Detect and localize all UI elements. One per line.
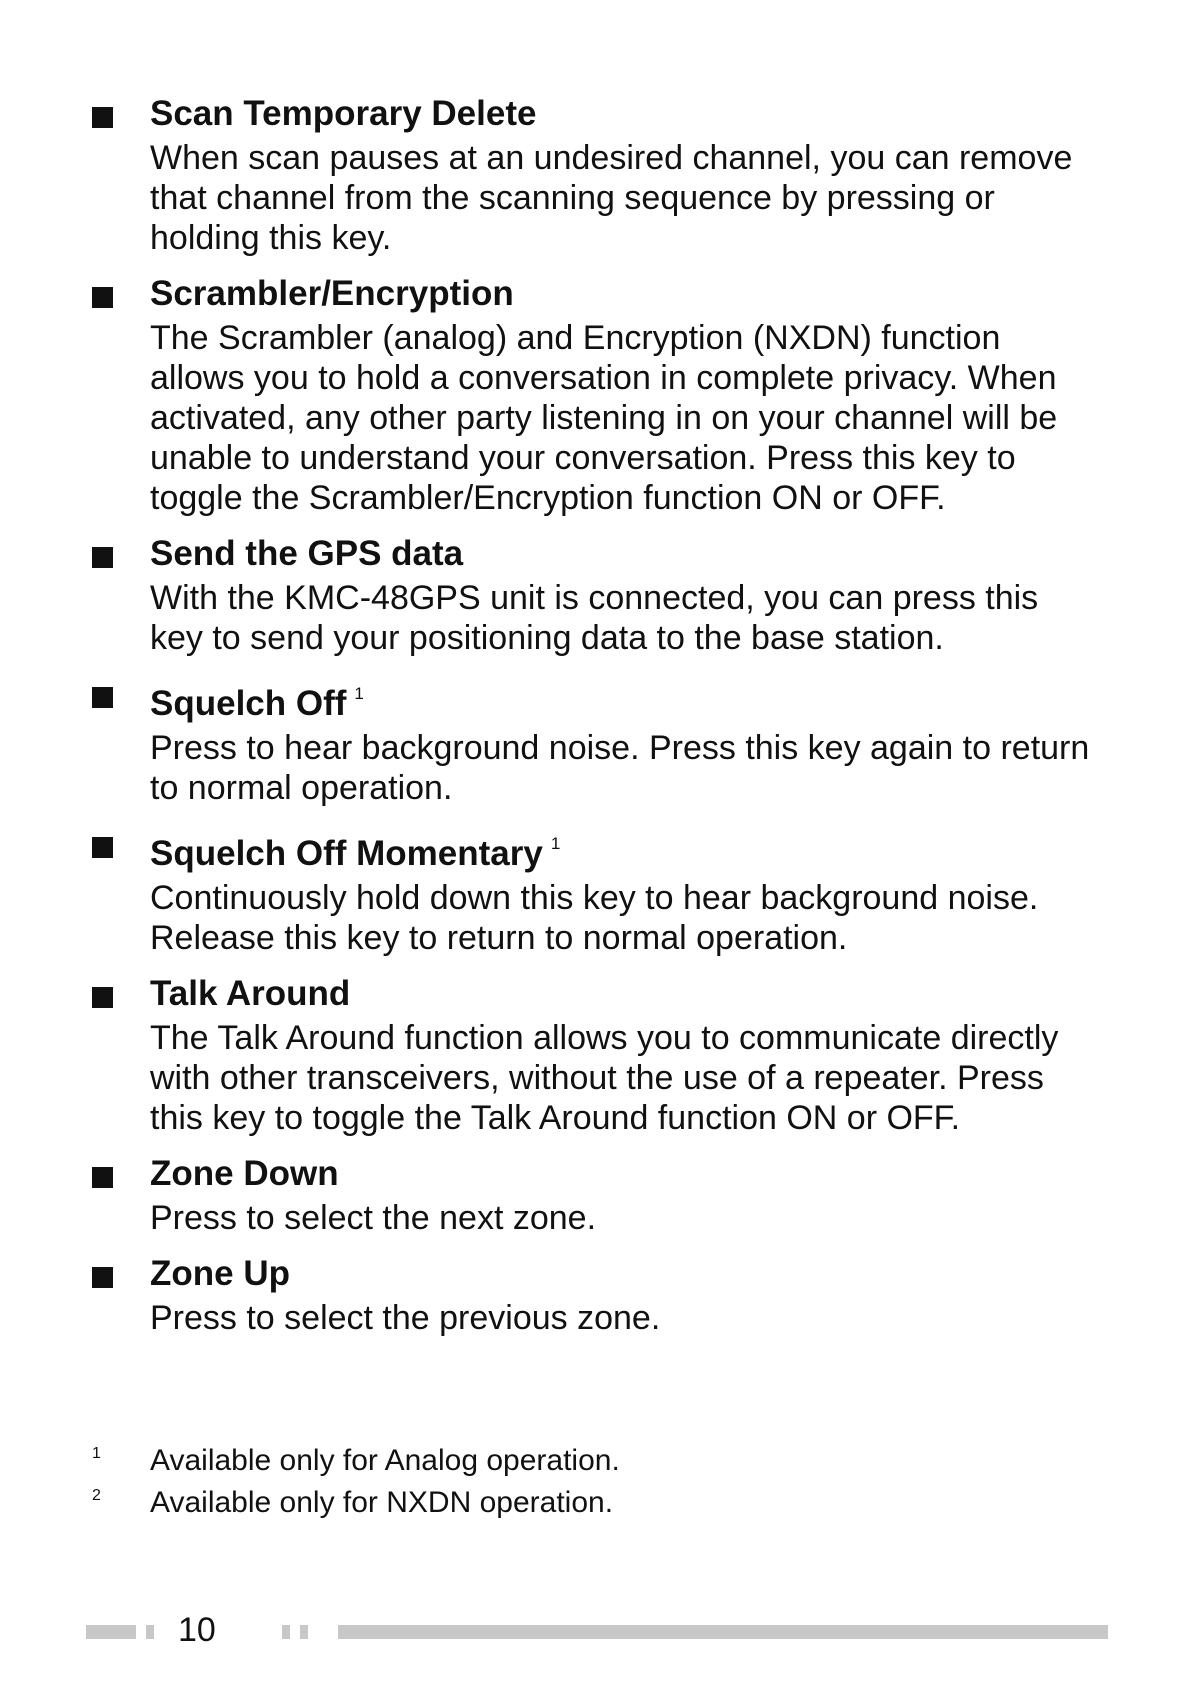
- footnote-2: [90, 1482, 1090, 1524]
- square-bullet-icon: [92, 107, 113, 128]
- footnote-reference: 1: [354, 684, 364, 703]
- footnote-text: Available only for Analog operation.: [150, 1444, 620, 1477]
- entry-body: Press to select the next zone.: [150, 1199, 597, 1237]
- square-bullet-icon: [92, 547, 113, 568]
- square-bullet-icon: [92, 1267, 113, 1288]
- footnote-mark: 1: [92, 1445, 101, 1462]
- footer-decoration: [338, 1625, 1108, 1639]
- entry-title: Squelch Off $^1$: [150, 684, 364, 723]
- entry-body: The Scrambler (analog) and Encryption (NXDN) function allows you to hold a conversation in complete privacy. When activated, any other party listening in on your channel will be unable to understand your conversation. Press this key to toggle the Scrambler/Encryption function ON or OFF.: [150, 319, 1058, 517]
- page-footer: [86, 1608, 1116, 1648]
- entry-body: When scan pauses at an undesired channel, you can remove that channel from the scanning sequence by pressing or holding this key.: [150, 139, 1073, 257]
- entry-title: Send the GPS data: [150, 534, 464, 573]
- entry-body: The Talk Around function allows you to communicate directly with other transceivers, without the use of a repeater. Press this key to toggle the Talk Around function ON or OFF.: [150, 1019, 1059, 1137]
- footer-decoration: [300, 1625, 308, 1639]
- square-bullet-icon: [92, 687, 113, 708]
- entry-title: Zone Up: [150, 1254, 290, 1293]
- entry-title: Scrambler/Encryption: [150, 274, 514, 313]
- square-bullet-icon: [92, 987, 113, 1008]
- footnotes: [90, 1440, 1090, 1524]
- footer-decoration: [86, 1625, 136, 1639]
- entry-title: Scan Temporary Delete: [150, 94, 537, 133]
- entry-scrambler-encryption: [90, 272, 1100, 518]
- square-bullet-icon: [92, 287, 113, 308]
- entry-scan-temporary-delete: [90, 92, 1100, 258]
- footer-decoration: [146, 1625, 154, 1639]
- key-function-list: [90, 92, 1100, 1352]
- footnote-reference: 1: [550, 834, 561, 853]
- entry-body: With the KMC-48GPS unit is connected, you can press this key to send your positioning data to the base station.: [150, 579, 1039, 657]
- entry-title: Squelch Off Momentary $^1$: [150, 834, 561, 873]
- entry-send-gps-data: [90, 532, 1100, 658]
- entry-title: Zone Down: [150, 1154, 339, 1193]
- entry-title: Talk Around: [150, 974, 351, 1013]
- footnote-1: [90, 1440, 1090, 1482]
- entry-body: Press to hear background noise. Press this key again to return to normal operation.: [150, 729, 1090, 807]
- page-number: 10: [178, 1611, 216, 1649]
- footnote-mark: 2: [92, 1487, 101, 1504]
- footer-decoration: [282, 1625, 290, 1639]
- square-bullet-icon: [92, 1167, 113, 1188]
- square-bullet-icon: [92, 837, 113, 858]
- entry-body: Press to select the previous zone.: [150, 1299, 661, 1337]
- entry-talk-around: [90, 972, 1100, 1138]
- entry-squelch-off-momentary: [90, 822, 1100, 958]
- entry-squelch-off: [90, 672, 1100, 808]
- entry-zone-down: [90, 1152, 1100, 1238]
- entry-zone-up: [90, 1252, 1100, 1338]
- footnote-text: Available only for NXDN operation.: [150, 1486, 614, 1519]
- entry-body: Continuously hold down this key to hear background noise. Release this key to return to normal operation.: [150, 879, 1039, 957]
